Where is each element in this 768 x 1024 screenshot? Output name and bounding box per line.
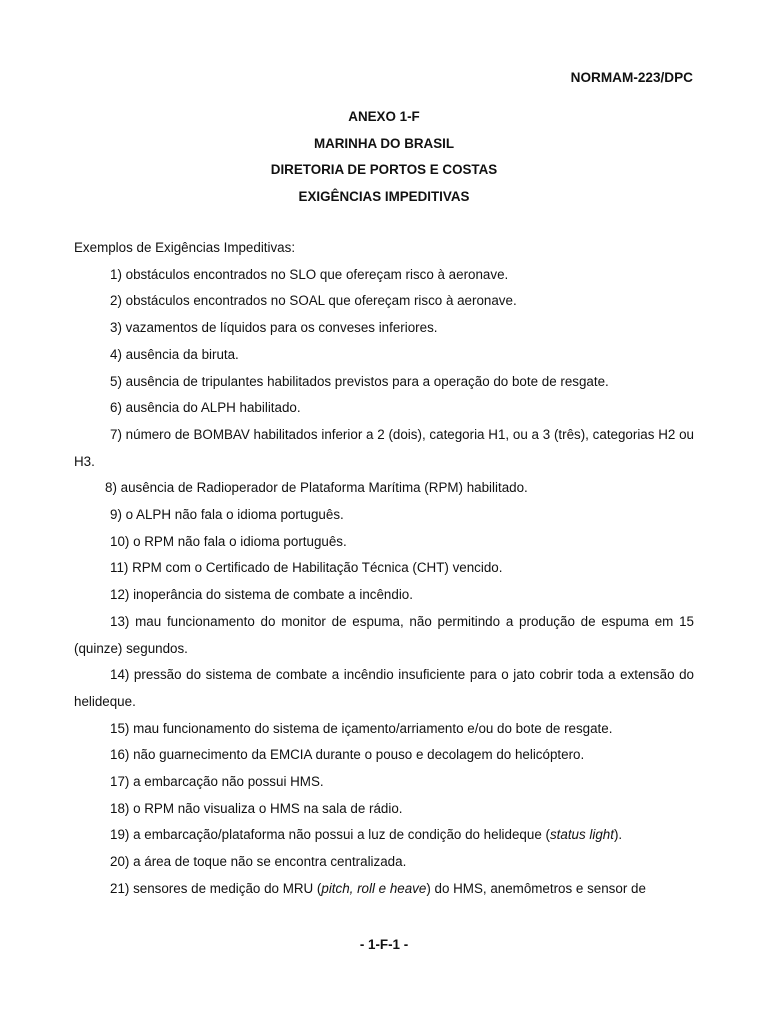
list-item: 12) inoperância do sistema de combate a incêndio.: [110, 587, 413, 603]
directorate-name: DIRETORIA DE PORTOS E COSTAS: [270, 162, 498, 177]
list-item: 10) o RPM não fala o idioma português.: [110, 533, 347, 549]
list-item-emphasis: pitch, roll e heave: [321, 880, 427, 896]
list-item: 1) obstáculos encontrados no SLO que ofereçam risco à aeronave.: [110, 266, 509, 282]
list-item: 5) ausência de tripulantes habilitados previstos para a operação do bote de resgate.: [110, 373, 609, 389]
list-item: 13) mau funcionamento do monitor de espuma, não permitindo a produção de espuma em 15 (quinze) segundos.: [74, 613, 694, 656]
document-code: NORMAM-223/DPC: [570, 70, 693, 85]
list-item-text: ).: [613, 827, 623, 843]
list-item: 3) vazamentos de líquidos para os conveses inferiores.: [110, 320, 438, 336]
list-item: 8) ausência de Radioperador de Plataforma Marítima (RPM) habilitado.: [105, 480, 528, 496]
document-header: [0, 104, 768, 210]
list-item-emphasis: status light: [549, 827, 614, 843]
list-item: 11) RPM com o Certificado de Habilitação Técnica (CHT) vencido.: [110, 560, 503, 576]
list-item-text: 21) sensores de medição do MRU (: [110, 880, 322, 896]
page-title: EXIGÊNCIAS IMPEDITIVAS: [298, 188, 470, 204]
list-item: 9) o ALPH não fala o idioma português.: [110, 507, 344, 523]
annex-title: ANEXO 1-F: [348, 109, 420, 124]
list-item: 2) obstáculos encontrados no SOAL que ofereçam risco à aeronave.: [110, 293, 517, 309]
page-number: - 1-F-1 -: [359, 937, 409, 952]
list-item: 17) a embarcação não possui HMS.: [110, 774, 324, 790]
list-item-text: 19) a embarcação/plataforma não possui a luz de condição do helideque (: [110, 827, 550, 843]
list-item: 4) ausência da biruta.: [110, 346, 239, 362]
list-item: 7) número de BOMBAV habilitados inferior a 2 (dois), categoria H1, ou a 3 (três), categorias H2 ou H3.: [74, 426, 694, 469]
list-item: [74, 822, 694, 849]
organization-name: MARINHA DO BRASIL: [313, 135, 455, 151]
intro-text: Exemplos de Exigências Impeditivas:: [74, 240, 296, 255]
list-item: 6) ausência do ALPH habilitado.: [110, 400, 301, 416]
list-item-text: ) do HMS, anemômetros e sensor de: [426, 880, 646, 896]
list-item: [74, 876, 694, 903]
document-body: [74, 235, 694, 903]
list-item: 18) o RPM não visualiza o HMS na sala de rádio.: [110, 800, 403, 816]
list-item: 20) a área de toque não se encontra centralizada.: [110, 854, 407, 870]
list-item: 15) mau funcionamento do sistema de içamento/arriamento e/ou do bote de resgate.: [110, 720, 613, 736]
list-item: 14) pressão do sistema de combate a incêndio insuficiente para o jato cobrir toda a extensão do helideque.: [74, 667, 694, 709]
list-item: 16) não guarnecimento da EMCIA durante o pouso e decolagem do helicóptero.: [110, 747, 585, 763]
